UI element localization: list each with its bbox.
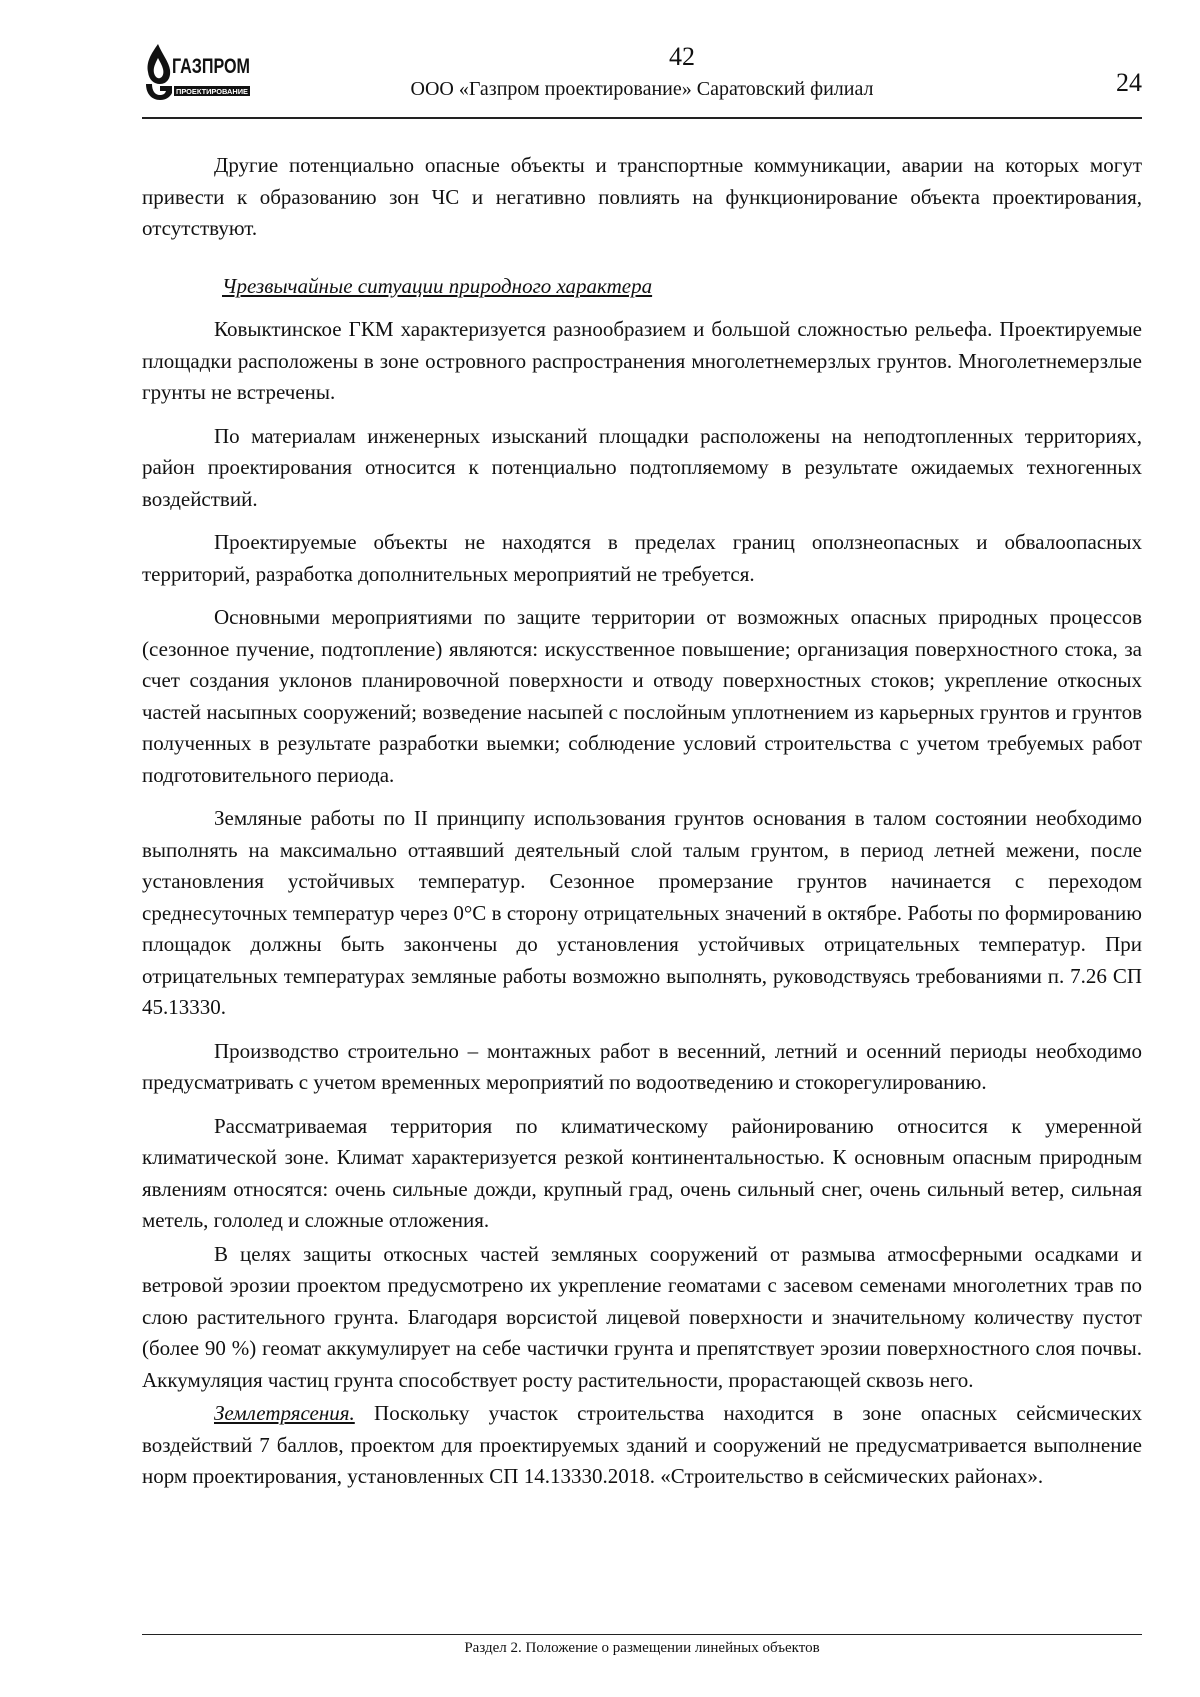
paragraph: Ковыктинское ГКМ характеризуется разнообразием и большой сложностью рельефа. Проектируемые площадки расположены в зоне островного распространения многолетнемерзлых грунтов. Многолетнемерзлые грунты не встречены. (142, 317, 1142, 404)
paragraph: Основными мероприятиями по защите территории от возможных опасных природных процессов (сезонное пучение, подтопление) являются: искусственное повышение; организация поверхностного стока, за счет создания уклонов планировочной поверхности и отводу поверхностных стоков; укрепление откосных частей насыпных сооружений; возведение насыпей с послойным уплотнением из карьерных грунтов и грунтов полученных в результате разработки выемки; соблюдение условий строительства с учетом требуемых работ подготовительного периода. (142, 605, 1142, 787)
earthquakes-label: Землетрясения. (214, 1401, 355, 1425)
page-number-center: 42 (669, 42, 695, 71)
paragraph: В целях защиты откосных частей земляных сооружений от размыва атмосферными осадками и ветровой эрозии проектом предусмотрено их укрепление геоматами с засевом семенами многолетних трав по слою растительного грунта. Благодаря ворсистой лицевой поверхности и значительному количеству пустот (более 90 %) геомат аккумулирует на себе частички грунта и препятствует эрозии поверхностного слоя почвы. Аккумуляция частиц грунта способствует росту растительности, прорастающей сквозь него. (142, 1241, 1142, 1392)
section-heading: Чрезвычайные ситуации природного характера (222, 273, 653, 298)
earthquakes-text: Поскольку участок строительства находится в зоне опасных сейсмических воздействий 7 баллов, проектом для проектируемых зданий и сооружений не предусматривается выполнение норм проектирования, установленных СП 14.13330.2018. «Строительство в сейсмических районах». (142, 1401, 1142, 1488)
gazprom-logo (142, 40, 252, 102)
paragraph: Земляные работы по II принципу использования грунтов основания в талом состоянии необходимо выполнять на максимально оттаявший деятельный слой талым грунтом, в период летней межени, после установления устойчивых температур. Сезонное промерзание грунтов начинается с переходом среднесуточных температур через 0°С в сторону отрицательных значений в октябре. Работы по формированию площадок должны быть закончены до установления устойчивых отрицательных температур. При отрицательных температурах земляные работы возможно выполнять, руководствуясь требованиями п. 7.26 СП 45.13330. (142, 806, 1142, 1019)
footer-text: Раздел 2. Положение о размещении линейных объектов (464, 1640, 820, 1656)
page-number-right: 24 (1116, 68, 1142, 97)
paragraph-earthquakes (142, 1398, 1142, 1493)
page-header (142, 28, 1142, 118)
header-divider (142, 117, 1142, 119)
paragraph: Рассматриваемая территория по климатическому районированию относится к умеренной климатической зоне. Климат характеризуется резкой континентальностью. К основным опасным природным явлениям относятся: очень сильные дожди, крупный град, очень сильный снег, очень сильный ветер, сильная метель, гололед и сложные отложения. (142, 1113, 1142, 1232)
organization-name: ООО «Газпром проектирование» Саратовский филиал (410, 78, 874, 100)
logo-text: ГАЗПРОМ (172, 55, 250, 78)
paragraph: По материалам инженерных изысканий площадки расположены на неподтопленных территориях, район проектирования относится к потенциально подтопляемому в результате ожидаемых техногенных воздействий. (142, 423, 1142, 511)
footer-divider (142, 1634, 1142, 1635)
paragraph: Производство строительно – монтажных работ в весенний, летний и осенний периоды необходимо предусматривать с учетом временных мероприятий по водоотведению и стокорегулированию. (142, 1038, 1142, 1094)
logo-subtext: ПРОЕКТИРОВАНИЕ (176, 89, 249, 96)
paragraph: Другие потенциально опасные объекты и транспортные коммуникации, аварии на которых могут привести к образованию зон ЧС и негативно повлиять на функционирование объекта проектирования, отсутствуют. (142, 153, 1142, 240)
document-body (142, 150, 1142, 1505)
paragraph: Проектируемые объекты не находятся в пределах границ оползнеопасных и обвалоопасных территорий, разработка дополнительных мероприятий не требуется. (142, 530, 1142, 586)
